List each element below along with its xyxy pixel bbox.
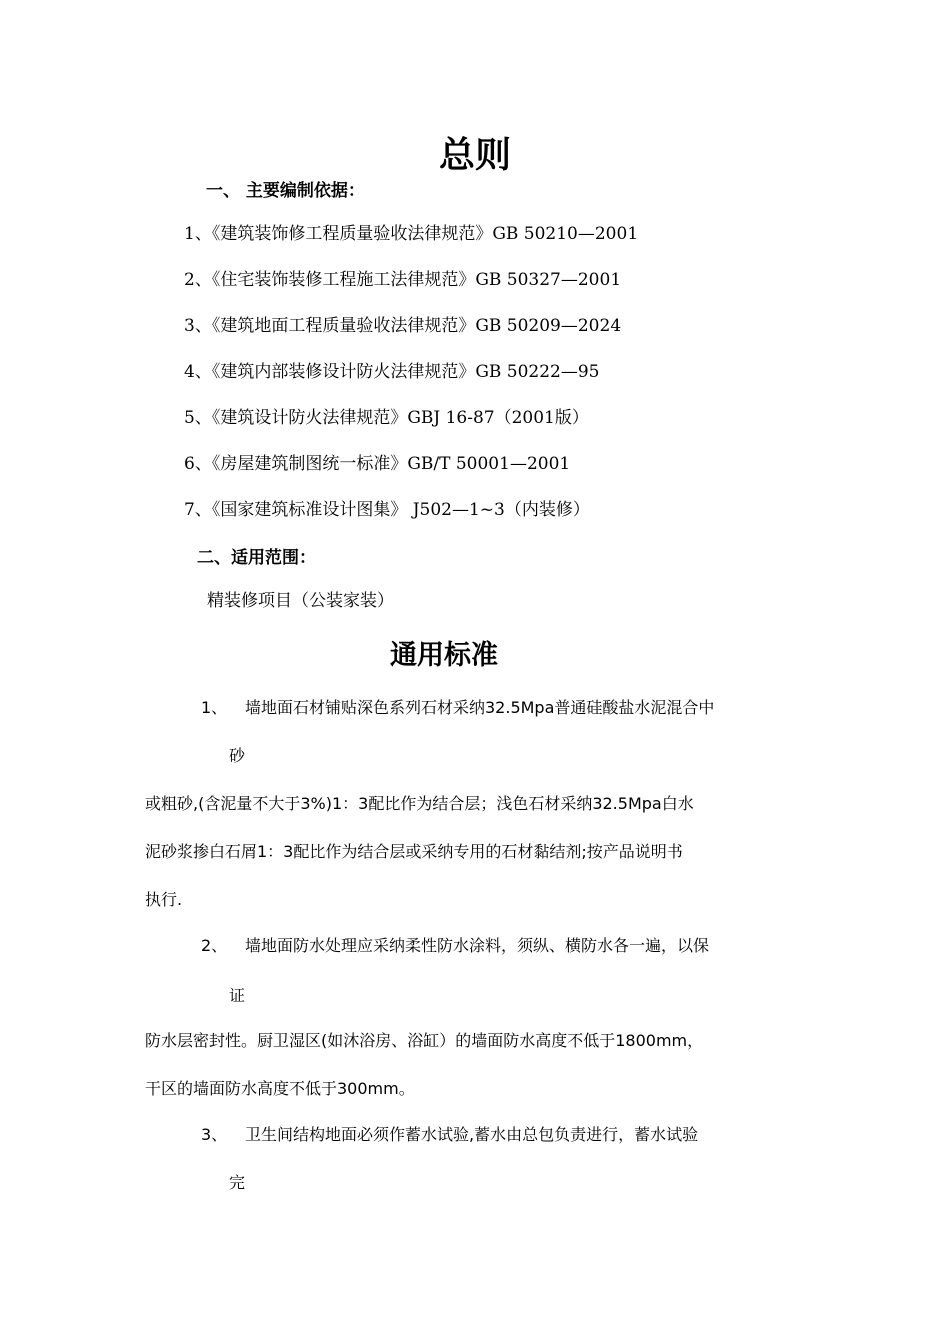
standard-item-wrap: 证 — [229, 986, 246, 1005]
standard-item-lead: 卫生间结构地面必须作蓄水试验,蓄水由总包负责进行，蓄水试验 — [245, 1125, 699, 1144]
scope-text: 精装修项目（公装家装） — [207, 591, 394, 611]
page-title: 总则 — [438, 134, 511, 176]
section-title-standards: 通用标准 — [390, 640, 498, 671]
reference-item: 5、《建筑设计防火法律规范》GBJ 16-87（2001版） — [184, 408, 589, 428]
reference-item: 6、《房屋建筑制图统一标准》GB/T 50001—2001 — [184, 454, 571, 474]
standard-item-line: 泥砂浆掺白石屑1：3配比作为结合层或采纳专用的石材黏结剂;按产品说明书 — [145, 842, 683, 861]
standard-item-number: 3、 — [201, 1125, 228, 1144]
reference-item: 3、《建筑地面工程质量验收法律规范》GB 50209—2024 — [184, 316, 622, 336]
reference-item: 4、《建筑内部装修设计防火法律规范》GB 50222—95 — [184, 362, 600, 382]
standard-item-lead: 墙地面石材铺贴深色系列石材采纳32.5Mpa普通硅酸盐水泥混合中 — [245, 698, 715, 717]
reference-item: 7、《国家建筑标准设计图集》 J502—1~3（内装修） — [184, 500, 590, 520]
standard-item-number: 1、 — [201, 698, 228, 717]
reference-item: 1、《建筑装饰修工程质量验收法律规范》GB 50210—2001 — [184, 224, 639, 244]
standard-item-line: 执行. — [145, 890, 183, 909]
standard-item-line: 防水层密封性。厨卫湿区(如沐浴房、浴缸）的墙面防水高度不低于1800mm， — [145, 1031, 704, 1050]
standard-item-lead: 墙地面防水处理应采纳柔性防水涂料，须纵、横防水各一遍，以保 — [245, 936, 710, 955]
standard-item-wrap: 砂 — [229, 746, 246, 765]
standard-item-line: 干区的墙面防水高度不低于300mm。 — [145, 1079, 415, 1098]
standard-item-wrap: 完 — [229, 1173, 246, 1192]
section-heading-scope: 二、适用范围： — [197, 548, 316, 568]
section-heading-basis: 一、 主要编制依据： — [206, 181, 365, 201]
standard-item-number: 2、 — [201, 936, 228, 955]
reference-item: 2、《住宅装饰装修工程施工法律规范》GB 50327—2001 — [184, 270, 622, 290]
standard-item-line: 或粗砂,(含泥量不大于3%)1：3配比作为结合层；浅色石材采纳32.5Mpa白水 — [145, 794, 694, 813]
